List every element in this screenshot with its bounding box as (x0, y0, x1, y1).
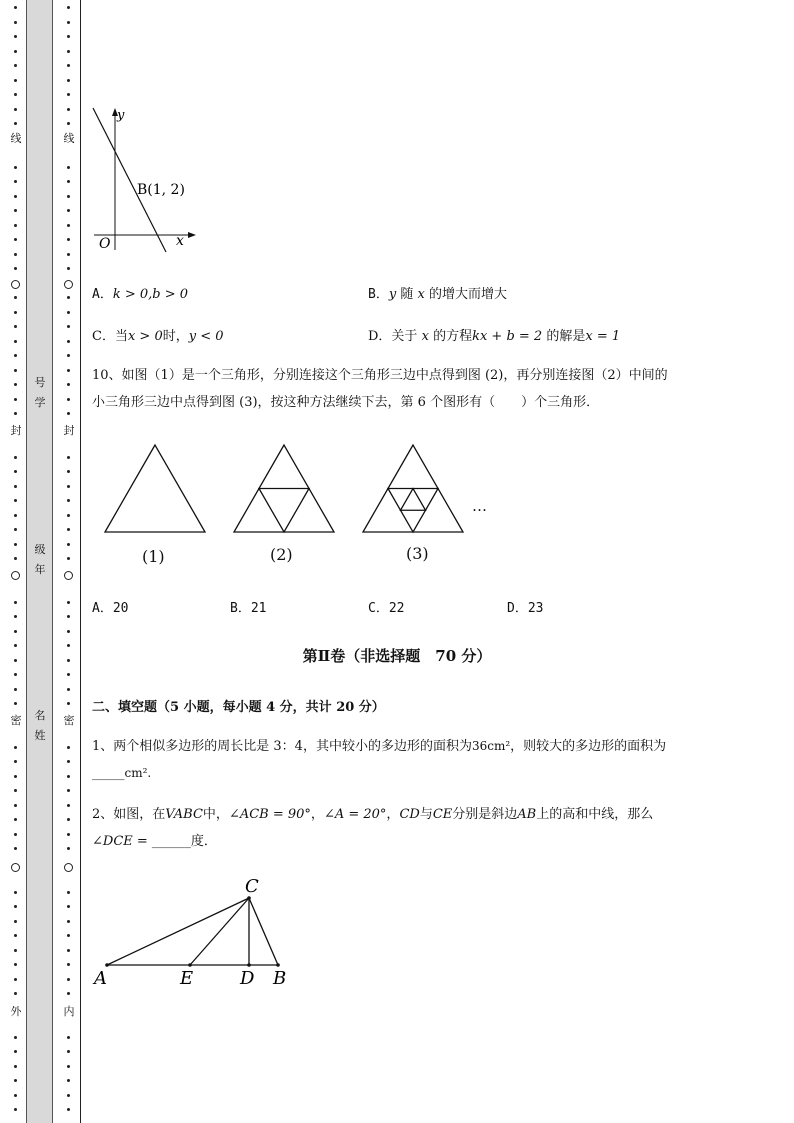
margin-dot (67, 456, 70, 459)
margin-dot (67, 746, 70, 749)
margin-dot (67, 311, 70, 314)
fill1-area: 36cm² (471, 739, 511, 753)
margin-dot (14, 978, 17, 981)
margin-dot (67, 615, 70, 618)
option-d-mid: 的方程 (433, 329, 473, 344)
fill2-p3: ， (310, 807, 324, 822)
margin-dot (14, 746, 17, 749)
margin-dot (67, 79, 70, 82)
margin-circle (64, 280, 73, 289)
margin-dot (67, 499, 70, 502)
triangle-figure-2 (233, 444, 335, 534)
vertex-label-d: D (240, 968, 255, 989)
margin-circle (11, 571, 20, 580)
option-d-solution: x = 1 (585, 329, 621, 344)
vertex-label-a: A (94, 968, 107, 989)
margin-dot (14, 21, 17, 24)
margin-dot (14, 891, 17, 894)
margin-dot (14, 963, 17, 966)
margin-dot (14, 543, 17, 546)
fill1-line-1 (92, 733, 752, 760)
margin-dot (14, 847, 17, 850)
margin-dot (14, 35, 17, 38)
margin-dot (67, 21, 70, 24)
x-axis-label: x (176, 233, 184, 249)
margin-dot (14, 804, 17, 807)
fill1-line-2 (92, 760, 752, 787)
margin-dot (14, 920, 17, 923)
margin-dot (14, 499, 17, 502)
margin-dot (14, 209, 17, 212)
margin-dot (67, 398, 70, 401)
margin-dot (14, 369, 17, 372)
q10-text (92, 362, 752, 416)
margin-dot (14, 905, 17, 908)
label-ming: 名 (34, 709, 46, 722)
margin-dot (67, 891, 70, 894)
fill2-p6: 分别是斜边 (452, 807, 518, 822)
margin-dot (67, 949, 70, 952)
margin-dot (67, 369, 70, 372)
q10-option-a: A．20 (92, 601, 129, 616)
fill-question-2 (92, 801, 752, 855)
section-2-title: 第Ⅱ卷（非选择题 70 分） (302, 647, 492, 665)
fill1-blank[interactable]: _____ (92, 766, 125, 781)
fill2-cd: CD (399, 807, 420, 822)
margin-dot (14, 195, 17, 198)
margin-dot (14, 122, 17, 125)
side-ac (107, 898, 249, 965)
fill2-p4: ， (386, 807, 400, 822)
margin-dot (14, 818, 17, 821)
margin-dot (67, 180, 70, 183)
margin-dot (14, 485, 17, 488)
right-triangle-figure (92, 872, 302, 990)
margin-dot (67, 789, 70, 792)
margin-dot (67, 514, 70, 517)
margin-dot (67, 963, 70, 966)
q10-line-1: 10、如图（1）是一个三角形，分别连接这个三角形三边中点得到图 (2)，再分别连接图（2）中间的 (92, 368, 668, 383)
margin-dot (14, 1050, 17, 1053)
margin-mark-feng-right: 封 (63, 424, 75, 437)
margin-dot (67, 238, 70, 241)
margin-dot (67, 166, 70, 169)
margin-dot (67, 804, 70, 807)
figure-label-3: (3) (406, 544, 429, 563)
q9-option-b (368, 283, 507, 302)
fill2-angle-dce: ∠DCE = (92, 834, 148, 849)
margin-dot (67, 108, 70, 111)
margin-dot (14, 789, 17, 792)
option-d-var: x (421, 329, 429, 344)
fill2-blank[interactable]: ______ (151, 834, 191, 849)
fill2-line-1 (92, 801, 752, 828)
option-a-prefix: A． (92, 287, 113, 302)
fill1-text-b: ，则较大的多边形的面积为 (510, 739, 667, 754)
option-b-mid: 随 (400, 287, 414, 302)
option-b-var-x: x (417, 287, 425, 302)
margin-dot (67, 1108, 70, 1111)
fill2-p2: 中， (202, 807, 229, 822)
margin-dot (67, 601, 70, 604)
margin-dot (14, 833, 17, 836)
margin-dot (14, 64, 17, 67)
margin-dot (67, 383, 70, 386)
label-ji: 级 (34, 543, 46, 556)
margin-dot (67, 64, 70, 67)
margin-dot (14, 673, 17, 676)
margin-dot (14, 630, 17, 633)
margin-dot (67, 93, 70, 96)
label-xing: 姓 (34, 729, 46, 742)
margin-dot (67, 325, 70, 328)
margin-border-line (80, 0, 81, 1123)
binding-margin (0, 0, 84, 1123)
median-ce (190, 898, 249, 965)
margin-circle (64, 863, 73, 872)
margin-dot (67, 920, 70, 923)
margin-dot (67, 630, 70, 633)
q9-option-c (92, 325, 224, 344)
margin-dot (14, 93, 17, 96)
margin-dot (67, 340, 70, 343)
margin-mark-feng-left: 封 (10, 424, 22, 437)
left-dotted-column (9, 0, 23, 1123)
margin-dot (14, 456, 17, 459)
margin-dot (14, 949, 17, 952)
fill1-unit: cm². (124, 766, 152, 780)
graph-line (93, 108, 166, 252)
margin-dot (14, 775, 17, 778)
margin-dot (14, 166, 17, 169)
margin-dot (67, 818, 70, 821)
margin-dot (14, 470, 17, 473)
margin-dot (14, 1108, 17, 1111)
margin-dot (67, 775, 70, 778)
margin-dot (14, 253, 17, 256)
margin-dot (14, 238, 17, 241)
label-nian: 年 (34, 563, 46, 576)
x-axis-arrow (188, 232, 196, 238)
triangle-figure-1 (104, 444, 206, 534)
margin-dot (14, 688, 17, 691)
margin-dot (67, 978, 70, 981)
margin-dot (67, 557, 70, 560)
point-b-label: B(1, 2) (137, 182, 185, 198)
margin-mark-nei: 内 (63, 1005, 75, 1018)
margin-dot (67, 528, 70, 531)
margin-dot (14, 1065, 17, 1068)
q10-line-2: 小三角形三边中点得到图 (3)，按这种方法继续下去，第 6 个图形有（ ）个三角形． (92, 395, 600, 410)
margin-dot (67, 253, 70, 256)
margin-dot (67, 673, 70, 676)
margin-dot (67, 1036, 70, 1039)
margin-dot (14, 224, 17, 227)
margin-dot (67, 934, 70, 937)
margin-dot (67, 485, 70, 488)
margin-dot (67, 209, 70, 212)
fill-in-heading: 二、填空题（5 小题，每小题 4 分，共计 20 分） (92, 700, 385, 715)
margin-dot (14, 702, 17, 705)
q10-option-c: C．22 (368, 601, 405, 616)
margin-circle (64, 571, 73, 580)
margin-dot (67, 905, 70, 908)
vertex-label-b: B (273, 968, 287, 989)
margin-dot (14, 296, 17, 299)
q9-option-a (92, 283, 188, 302)
q9-option-d (368, 325, 620, 344)
margin-dot (67, 412, 70, 415)
option-a-text: k > 0,b > 0 (112, 287, 189, 302)
margin-dot (67, 296, 70, 299)
margin-dot (67, 6, 70, 9)
margin-dot (67, 702, 70, 705)
fill2-p5: 与 (419, 807, 433, 822)
margin-dot (14, 398, 17, 401)
margin-dot (67, 760, 70, 763)
margin-dot (67, 847, 70, 850)
margin-dot (14, 601, 17, 604)
margin-dot (67, 267, 70, 270)
margin-dot (14, 1094, 17, 1097)
margin-dot (67, 122, 70, 125)
margin-dot (14, 934, 17, 937)
side-cb (249, 898, 278, 965)
margin-dot (67, 543, 70, 546)
margin-dot (14, 354, 17, 357)
vertex-label-c: C (245, 876, 259, 897)
fill2-angle-acb: ∠ACB = 90° (228, 807, 311, 822)
margin-mark-xian-left: 线 (10, 132, 22, 145)
margin-circle (11, 863, 20, 872)
fill-question-1 (92, 733, 752, 787)
margin-circle (11, 280, 20, 289)
margin-dot (67, 1094, 70, 1097)
margin-dot (14, 528, 17, 531)
fill1-text-a: 1、两个相似多边形的周长比是 3：4，其中较小的多边形的面积为 (92, 739, 472, 754)
margin-dot (14, 108, 17, 111)
margin-dot (14, 557, 17, 560)
margin-dot (14, 6, 17, 9)
option-d-equation: kx + b = 2 (472, 329, 543, 344)
margin-dot (14, 180, 17, 183)
margin-dot (67, 688, 70, 691)
option-d-prefix: D．关于 (368, 329, 418, 344)
margin-dot (14, 1036, 17, 1039)
margin-mark-xian-right: 线 (63, 132, 75, 145)
triangle-figure-3 (362, 444, 464, 534)
margin-dot (67, 1079, 70, 1082)
right-dotted-column (62, 0, 76, 1123)
option-b-var-y: y (388, 287, 397, 302)
fill2-line-2 (92, 828, 752, 855)
margin-dot (67, 470, 70, 473)
fill2-ce: CE (432, 807, 453, 822)
option-c-cond2: y < 0 (188, 329, 224, 344)
margin-dot (67, 833, 70, 836)
student-info-column (26, 0, 53, 1123)
option-b-prefix: B． (368, 287, 389, 302)
margin-dot (14, 412, 17, 415)
option-d-mid2: 的解是 (546, 329, 586, 344)
vertex-label-e: E (180, 968, 194, 989)
margin-mark-mi-right: 密 (63, 714, 75, 727)
fill2-angle-a: ∠A = 20° (323, 807, 387, 822)
figure-ellipsis: … (472, 497, 487, 515)
y-axis-label: y (117, 108, 125, 123)
margin-dot (67, 35, 70, 38)
q10-option-d: D．23 (507, 601, 544, 616)
label-hao: 号 (34, 376, 46, 389)
q10-option-b: B．21 (230, 601, 267, 616)
margin-dot (14, 1079, 17, 1082)
margin-dot (67, 50, 70, 53)
fill2-p1: 2、如图，在 (92, 807, 166, 822)
option-c-prefix: C．当 (92, 329, 128, 344)
label-xue: 学 (34, 396, 46, 409)
margin-dot (14, 79, 17, 82)
fill2-ab: AB (517, 807, 537, 822)
fill2-p8: 度． (190, 834, 217, 849)
origin-label: O (99, 236, 111, 252)
option-b-tail: 的增大而增大 (428, 287, 507, 302)
margin-dot (14, 514, 17, 517)
margin-dot (67, 354, 70, 357)
margin-dot (14, 992, 17, 995)
margin-dot (67, 1065, 70, 1068)
figure-label-1: (1) (142, 547, 165, 566)
margin-dot (67, 1050, 70, 1053)
option-c-mid: 时， (162, 329, 189, 344)
fill2-triangle: VABC (165, 807, 203, 822)
margin-dot (67, 224, 70, 227)
margin-dot (14, 50, 17, 53)
margin-dot (14, 267, 17, 270)
margin-mark-mi-left: 密 (10, 714, 22, 727)
option-c-cond1: x > 0 (127, 329, 163, 344)
margin-mark-wai: 外 (10, 1005, 22, 1018)
margin-dot (14, 383, 17, 386)
margin-dot (67, 992, 70, 995)
margin-dot (14, 340, 17, 343)
margin-dot (67, 195, 70, 198)
figure-label-2: (2) (270, 545, 293, 564)
fill2-p7: 上的高和中线，那么 (536, 807, 654, 822)
q9-line-graph (90, 104, 200, 254)
margin-dot (14, 325, 17, 328)
margin-dot (14, 311, 17, 314)
margin-dot (14, 615, 17, 618)
margin-dot (14, 760, 17, 763)
